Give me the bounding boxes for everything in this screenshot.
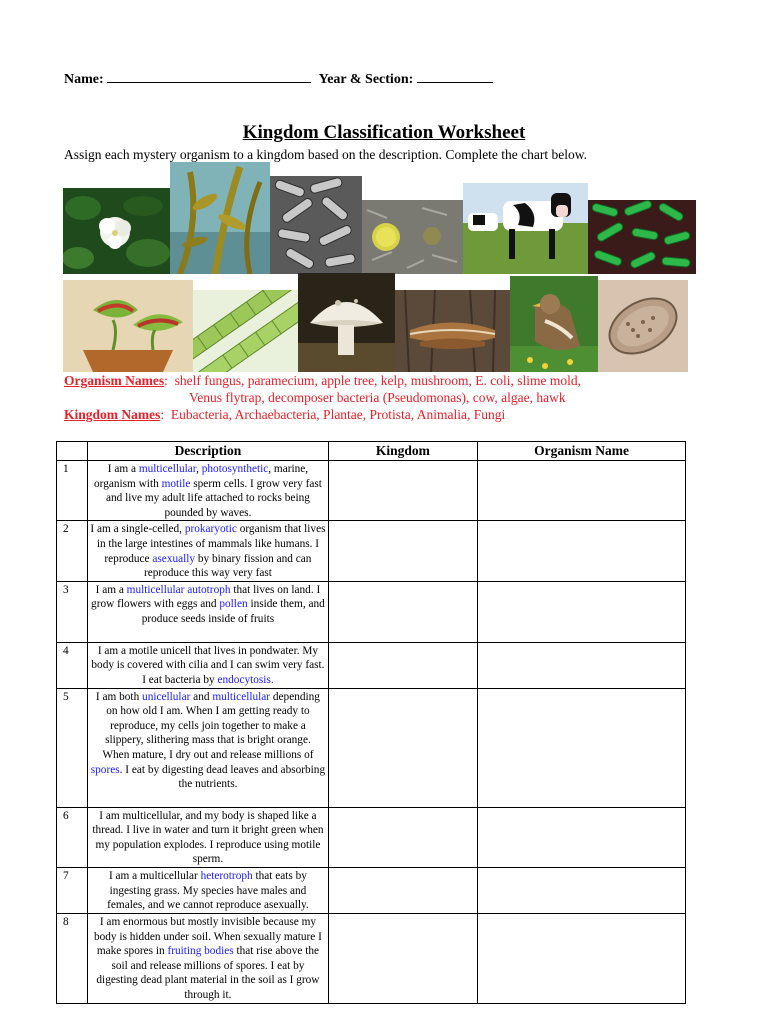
hawk-photo xyxy=(510,276,598,372)
kingdom-answer-cell[interactable] xyxy=(328,581,478,642)
highlighted-term: motile xyxy=(161,477,191,490)
table-row xyxy=(57,642,686,688)
highlighted-term: spores xyxy=(90,763,120,776)
header-description: Description xyxy=(88,442,328,461)
highlighted-term: asexually xyxy=(152,552,196,565)
paramecium-photo xyxy=(598,280,688,372)
algae-filament-photo xyxy=(193,290,298,372)
row-number: 2 xyxy=(57,521,88,581)
row-description xyxy=(88,913,328,1003)
kingdom-names-label: Kingdom Names xyxy=(64,407,161,422)
header-kingdom: Kingdom xyxy=(328,442,478,461)
description-text: I am enormous but mostly invisible because my body is hidden under soil. When sexually mature I make spores in xyxy=(93,915,322,958)
highlighted-term: multicellular xyxy=(138,463,197,475)
row-description xyxy=(88,867,328,913)
highlighted-term: unicellular xyxy=(142,690,191,703)
row-number: 6 xyxy=(57,807,88,867)
kingdom-answer-cell[interactable] xyxy=(328,807,478,867)
description-text: and xyxy=(190,690,213,703)
header-num xyxy=(57,442,88,461)
row-description xyxy=(88,521,328,581)
organism-answer-cell[interactable] xyxy=(478,521,686,581)
organism-names-list-1: shelf fungus, paramecium, apple tree, kelp, mushroom, E. coli, slime mold, xyxy=(174,373,582,388)
names-block xyxy=(64,372,581,423)
description-text: I am a xyxy=(107,463,139,475)
row-number: 5 xyxy=(57,688,88,807)
organism-answer-cell[interactable] xyxy=(478,867,686,913)
highlighted-term: heterotroph xyxy=(200,869,253,882)
description-text: inside them, and produce seeds inside of fruits xyxy=(141,598,325,625)
table-row xyxy=(57,521,686,581)
organism-answer-cell[interactable] xyxy=(478,807,686,867)
highlighted-term: multicellular xyxy=(212,690,271,703)
description-text: , marine, organism with xyxy=(93,463,309,490)
description-text: I am a xyxy=(95,583,127,596)
table-row xyxy=(57,461,686,521)
table-row xyxy=(57,807,686,867)
row-description xyxy=(88,581,328,642)
description-text: I am multicellular, and my body is shaped like a thread. I live in water and turn it bright green when my population explodes. I reproduce using motile sperm. xyxy=(92,809,324,866)
row-number: 3 xyxy=(57,581,88,642)
table-row xyxy=(57,867,686,913)
cows-photo xyxy=(463,183,588,274)
classification-table xyxy=(56,441,686,1004)
venus-flytrap-photo xyxy=(63,280,193,372)
row-number: 8 xyxy=(57,913,88,1003)
instructions: Assign each mystery organism to a kingdom based on the description. Complete the chart below. xyxy=(64,147,588,162)
kingdom-answer-cell[interactable] xyxy=(328,913,478,1003)
description-text: . I eat by digesting dead leaves and absorbing the nutrients. xyxy=(119,763,326,791)
mushroom-photo xyxy=(298,273,395,372)
description-text: that lives on land. I grow flowers with eggs and xyxy=(91,583,321,611)
page-title: Kingdom Classification Worksheet xyxy=(242,122,526,143)
description-text: that eats by ingesting grass. My species have males and females, and we cannot reproduce asexually. xyxy=(107,869,309,912)
kingdom-names-line: Kingdom Names: Eubacteria, Archaebacteria, Plantae, Protista, Animalia, Fungi xyxy=(64,407,506,422)
organism-names-label: Organism Names xyxy=(64,373,165,388)
organism-answer-cell[interactable] xyxy=(478,688,686,807)
kingdom-answer-cell[interactable] xyxy=(328,521,478,581)
header-line xyxy=(64,70,493,88)
description-text: I am a multicellular xyxy=(108,869,201,882)
highlighted-term: prokaryotic xyxy=(184,523,237,536)
table-row xyxy=(57,688,686,807)
kelp-photo xyxy=(170,162,270,274)
table-row xyxy=(57,581,686,642)
row-description xyxy=(88,688,328,807)
slime-mold-photo xyxy=(362,200,463,274)
kingdom-answer-cell[interactable] xyxy=(328,867,478,913)
description-text: sperm cells. I grow very fast and live my adult life attached to rocks being pounded by waves. xyxy=(105,477,322,519)
table-header-row xyxy=(57,442,686,461)
kingdom-answer-cell[interactable] xyxy=(328,461,478,521)
description-text: I am a single-celled, xyxy=(90,523,185,536)
description-text: I am a motile unicell that lives in pondwater. My body is covered with cilia and I can swim very fast. I eat bacteria by xyxy=(91,644,325,686)
name-blank[interactable] xyxy=(107,70,311,83)
kingdom-answer-cell[interactable] xyxy=(328,642,478,688)
row-description xyxy=(88,807,328,867)
kingdom-answer-cell[interactable] xyxy=(328,688,478,807)
organism-names-line: Organism Names: shelf fungus, paramecium, apple tree, kelp, mushroom, E. coli, slime mold, xyxy=(64,373,582,388)
table-row xyxy=(57,913,686,1003)
row-description xyxy=(88,461,328,521)
description-text: , xyxy=(196,463,202,475)
organism-answer-cell[interactable] xyxy=(478,461,686,521)
row-number: 1 xyxy=(57,461,88,521)
highlighted-term: photosynthetic xyxy=(201,463,269,475)
green-bacteria-photo xyxy=(588,200,696,274)
kingdom-names-list: Eubacteria, Archaebacteria, Plantae, Protista, Animalia, Fungi xyxy=(170,407,506,422)
highlighted-term: pollen xyxy=(219,598,248,611)
section-blank[interactable] xyxy=(417,70,493,83)
description-text: depending on how old I am. When I am getting ready to reproduce, my cells join together to make a slippery, slithering mass that is bright orange. When mature, I dry out and release millions of xyxy=(102,690,320,761)
white-flower-photo xyxy=(63,188,170,274)
organism-names-line-2: Venus flytrap, decomposer bacteria (Pseudomonas), cow, algae, hawk xyxy=(189,390,566,405)
row-description xyxy=(88,642,328,688)
section-label: Year & Section: xyxy=(318,72,414,87)
highlighted-term: multicellular autotroph xyxy=(126,583,231,596)
highlighted-term: endocytosis. xyxy=(217,673,274,686)
description-text: I am both xyxy=(95,690,143,703)
row-number: 7 xyxy=(57,867,88,913)
table-body xyxy=(57,461,686,1004)
name-label: Name: xyxy=(64,72,104,87)
description-text: by binary fission and can reproduce this way very fast xyxy=(143,552,312,580)
row-number: 4 xyxy=(57,642,88,688)
organism-answer-cell[interactable] xyxy=(478,642,686,688)
highlighted-term: fruiting bodies xyxy=(167,945,234,958)
organism-answer-cell[interactable] xyxy=(478,913,686,1003)
description-text: that rise above the soil and release millions of spores. I eat by digesting dead plant material in the soil as I grow through it. xyxy=(96,945,320,1001)
bacteria-micrograph-photo xyxy=(270,176,362,274)
organism-answer-cell[interactable] xyxy=(478,581,686,642)
shelf-fungus-photo xyxy=(395,290,510,372)
header-organism-name: Organism Name xyxy=(478,442,686,461)
description-text: organism that lives in the large intestines of mammals like humans. I reproduce xyxy=(96,523,326,565)
